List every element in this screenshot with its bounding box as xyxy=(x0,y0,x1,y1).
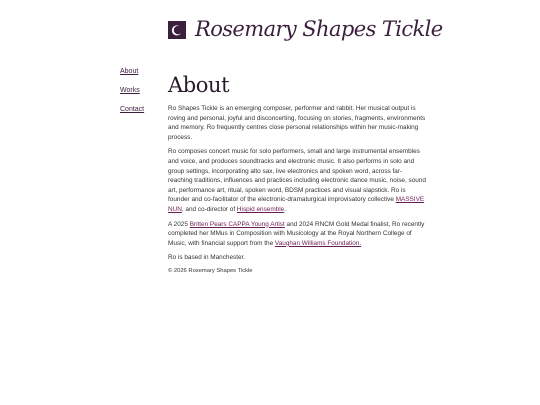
massive-nun-link[interactable]: MASSIVE NUN xyxy=(168,196,425,213)
bio-paragraph-practice xyxy=(168,147,426,214)
bio-paragraph-location: Ro is based in Manchester. xyxy=(168,254,246,262)
vaughan-williams-link[interactable]: Vaughan Williams Foundation. xyxy=(274,239,362,247)
crescent-moon-icon[interactable] xyxy=(168,21,186,39)
nav-link-contact[interactable]: Contact xyxy=(120,106,145,113)
main-content xyxy=(168,72,426,274)
site-title[interactable]: Rosemary Shapes Tickle xyxy=(195,17,443,41)
hispid-ensemble-link[interactable]: Hispid ensemble xyxy=(236,205,285,213)
copyright-footer: © 2026 Rosemary Shapes Tickle xyxy=(168,267,253,274)
paragraph-text: Ro composes concert music for solo performers, small and large instrumental ensembles and voice, and produces soundtracks and electronic music. It also performs in solo and group settings, incorporating alto sax, live electronics and spoken word, across far-reaching traditions, influences and practices including electronic dance music, noise, sound art, performance art, ritual, spoken word, BDSM practices and visual slapstick. Ro is founder and co-facilitator of the electronic-dramaturgical improvisatory collective xyxy=(168,148,426,204)
bio-paragraph-intro: Ro Shapes Tickle is an emerging composer, performer and rabbit. Her musical output is roving and personal, joyful and disconcerting, focusing on stories, fragments, environments and memory. Ro frequently centres close personal relationships within her music-making process. xyxy=(168,105,426,141)
britten-pears-link[interactable]: Britten Pears CAPPA Young Artist xyxy=(189,220,285,228)
paragraph-text: and 2024 RNCM Gold Medal finalist, Ro recently completed her MMus in Composition with Musicology at the Royal Northern College of Music, with financial support from the xyxy=(168,220,425,247)
paragraph-text: . xyxy=(284,205,286,213)
nav-link-about[interactable]: About xyxy=(120,68,139,75)
site-header xyxy=(168,17,443,41)
sidebar-nav xyxy=(120,68,160,125)
paragraph-text: , and co-director of xyxy=(181,205,237,213)
nav-link-works[interactable]: Works xyxy=(120,87,140,94)
paragraph-text: A 2025 xyxy=(168,220,190,228)
page-title: About xyxy=(168,73,230,97)
bio-paragraph-awards xyxy=(168,220,426,249)
